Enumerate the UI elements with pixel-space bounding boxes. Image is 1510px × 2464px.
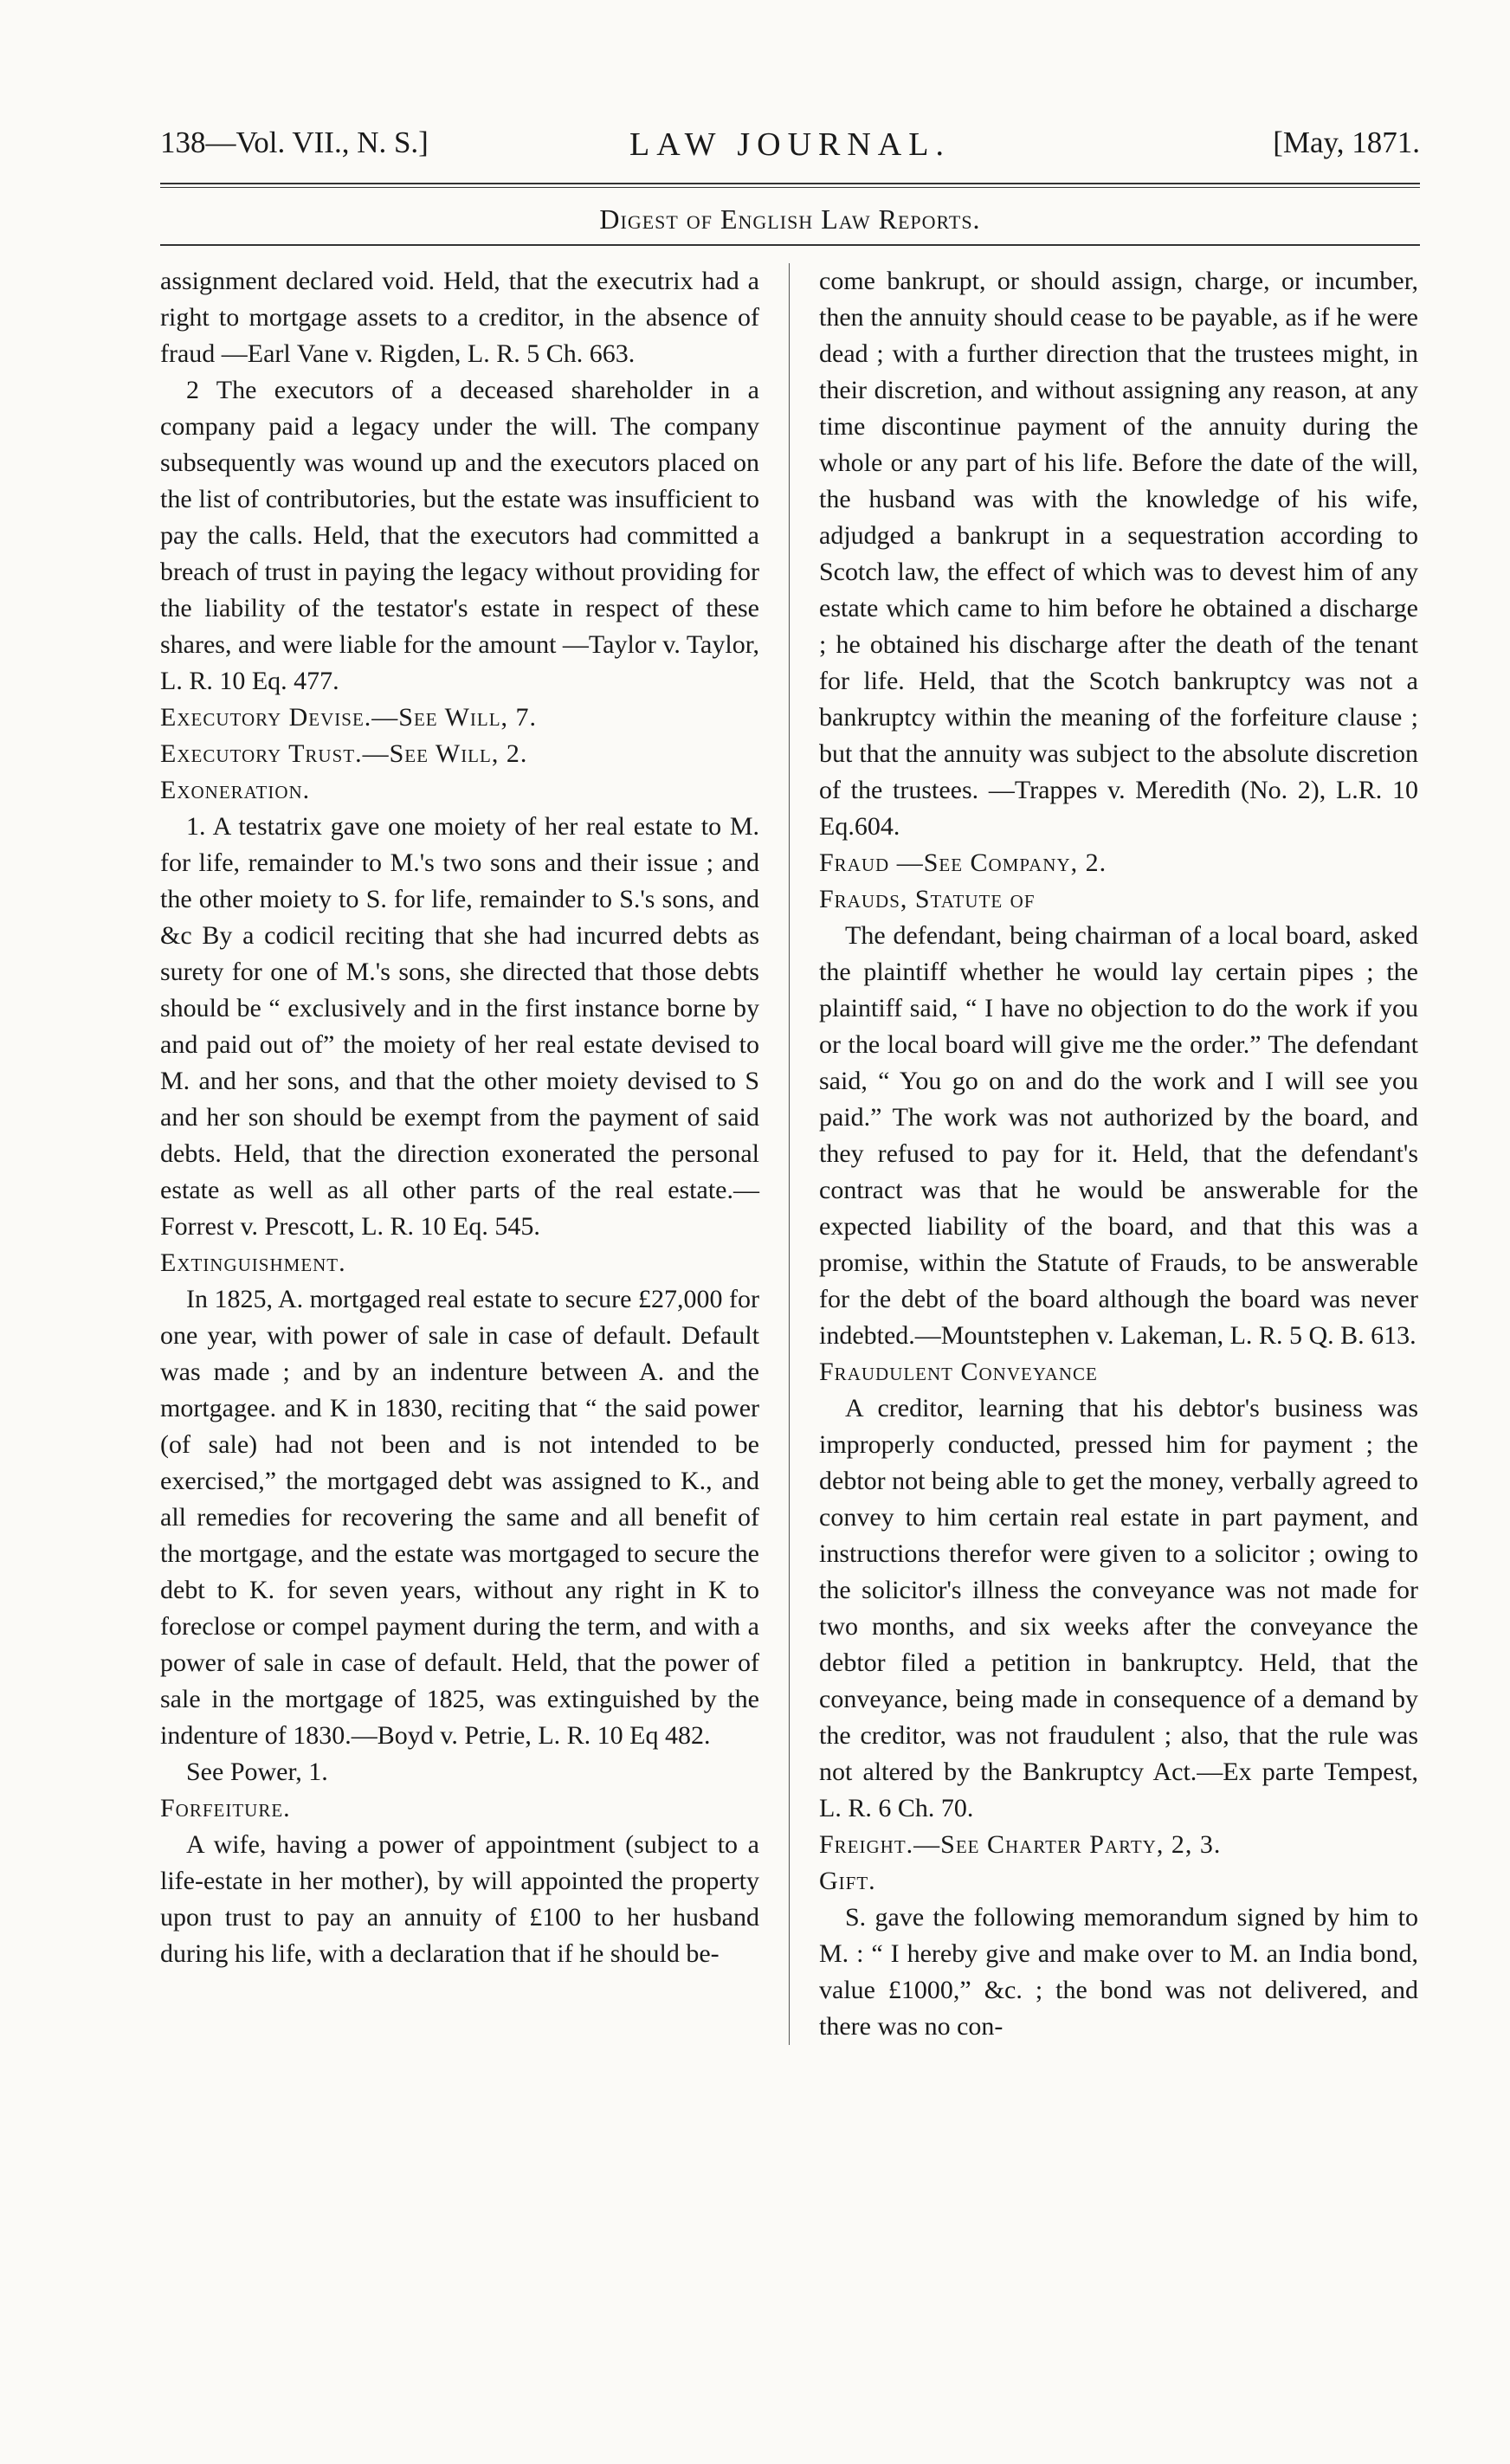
journal-title: LAW JOURNAL. [629, 126, 951, 163]
title-rule [160, 244, 1420, 246]
cross-reference: See Power, 1. [186, 1758, 328, 1786]
right-column [789, 263, 1418, 2045]
paragraph: 2 The executors of a deceased shareholder in a company paid a legacy under the will. The company subsequently was wound up and the executors placed on the list of contributories, but the estate was insufficient to pay the calls. Held, that the executors had committed a breach of trust in paying the legacy without providing for the liability of the testator's estate in respect of these shares, and were liable for the amount —Taylor v. Taylor, L. R. 10 Eq. 477. [160, 376, 759, 695]
body-columns [160, 263, 1420, 2045]
paragraph: come bankrupt, or should assign, charge, or incumber, then the annuity should cease to be payable, as if he were dead ; with a further direction that the trustees might, in their discretion, and without assigning any reason, at any time discontinue payment of the annuity during the whole or any part of his life. Before the date of the will, the husband was with the knowledge of his wife, adjudged a bankrupt in a sequestration according to Scotch law, the effect of which was to devest him of any estate which came to him before he obtained a discharge ; he obtained his discharge after the death of the tenant for life. Held, that the Scotch bankruptcy was not a bankruptcy within the meaning of the forfeiture clause ; but that the annuity was subject to the absolute discretion of the trustees. —Trappes v. Meredith (No. 2), L.R. 10 Eq.604. [819, 267, 1418, 841]
entry-heading: Gift. [819, 1867, 876, 1895]
entry-heading: Freight.—See Charter Party, 2, 3. [819, 1830, 1222, 1859]
paragraph: A wife, having a power of appointment (subject to a life-estate in her mother), by will appointed the property upon trust to pay an annuity of £100 to her husband during his life, with a declaration that if he should be- [160, 1830, 759, 1968]
page-volume-label: 138—Vol. VII., N. S.] [160, 126, 429, 159]
entry-heading: Exoneration. [160, 776, 311, 804]
header-rule [160, 183, 1420, 188]
left-column [160, 263, 789, 2045]
entry-heading: Fraud —See Company, 2. [819, 848, 1107, 877]
paragraph: The defendant, being chairman of a local board, asked the plaintiff whether he would lay certain pipes ; the plaintiff said, “ I have no objection to do the work if you or the local board will give me the order.” The defendant said, “ You go on and do the work and I will see you paid.” The work was not authorized by the board, and they refused to pay for it. Held, that the defendant's contract was that he would be answerable for the expected liability of the board, and that this was a promise, within the Statute of Frauds, to be answerable for the debt of the board although the board was never indebted.—Mountstephen v. Lakeman, L. R. 5 Q. B. 613. [819, 921, 1418, 1350]
paragraph: 1. A testatrix gave one moiety of her real estate to M. for life, remainder to M.'s two sons and their issue ; and the other moiety to S. for life, remainder to S.'s sons, and &c By a codicil reciting that she had incurred debts as surety for one of M.'s sons, she directed that those debts should be “ exclusively and in the first instance borne by and paid out of” the moiety of her real estate devised to M. and her sons, and that the other moiety devised to S and her son should be exempt from the payment of said debts. Held, that the direction exonerated the personal estate as well as all other parts of the real estate.—Forrest v. Prescott, L. R. 10 Eq. 545. [160, 812, 759, 1241]
paragraph: A creditor, learning that his debtor's business was improperly conducted, pressed him for payment ; the debtor not being able to get the money, verbally agreed to convey to him certain real estate in part payment, and instructions therefor were given to a solicitor ; owing to the solicitor's illness the conveyance was not made for two months, and six weeks after the conveyance the debtor filed a petition in bankruptcy. Held, that the conveyance, being made in consequence of a demand by the creditor, was not fraudulent ; also, that the rule was not altered by the Bankruptcy Act.—Ex parte Tempest, L. R. 6 Ch. 70. [819, 1394, 1418, 1822]
paragraph: S. gave the following memorandum signed by him to M. : “ I hereby give and make over to M. an India bond, value £1000,” &c. ; the bond was not delivered, and there was no con- [819, 1903, 1418, 2041]
entry-heading: Extinguishment. [160, 1248, 346, 1277]
paragraph: assignment declared void. Held, that the executrix had a right to mortgage assets to a creditor, in the absence of fraud —Earl Vane v. Rigden, L. R. 5 Ch. 663. [160, 267, 759, 368]
running-header [160, 126, 1420, 177]
entry-heading: Frauds, Statute of [819, 885, 1036, 913]
issue-date: [May, 1871. [1273, 126, 1420, 159]
entry-heading: Executory Trust.—See Will, 2. [160, 739, 528, 768]
entry-heading: Executory Devise.—See Will, 7. [160, 703, 538, 732]
entry-heading: Forfeiture. [160, 1794, 291, 1822]
paragraph: In 1825, A. mortgaged real estate to secure £27,000 for one year, with power of sale in case of default. Default was made ; and by an indenture between A. and the mortgagee. and K in 1830, reciting that “ the said power (of sale) had not been and is not intended to be exercised,” the mortgaged debt was assigned to K., and all remedies for recovering the same and all benefit of the mortgage, and the estate was mortgaged to secure the debt to K. for seven years, without any right in K to foreclose or compel payment during the term, and with a power of sale in case of default. Held, that the power of sale in the mortgage of 1825, was extinguished by the indenture of 1830.—Boyd v. Petrie, L. R. 10 Eq 482. [160, 1285, 759, 1750]
entry-heading: Fraudulent Conveyance [819, 1358, 1098, 1386]
section-title: Digest of English Law Reports. [599, 203, 981, 235]
